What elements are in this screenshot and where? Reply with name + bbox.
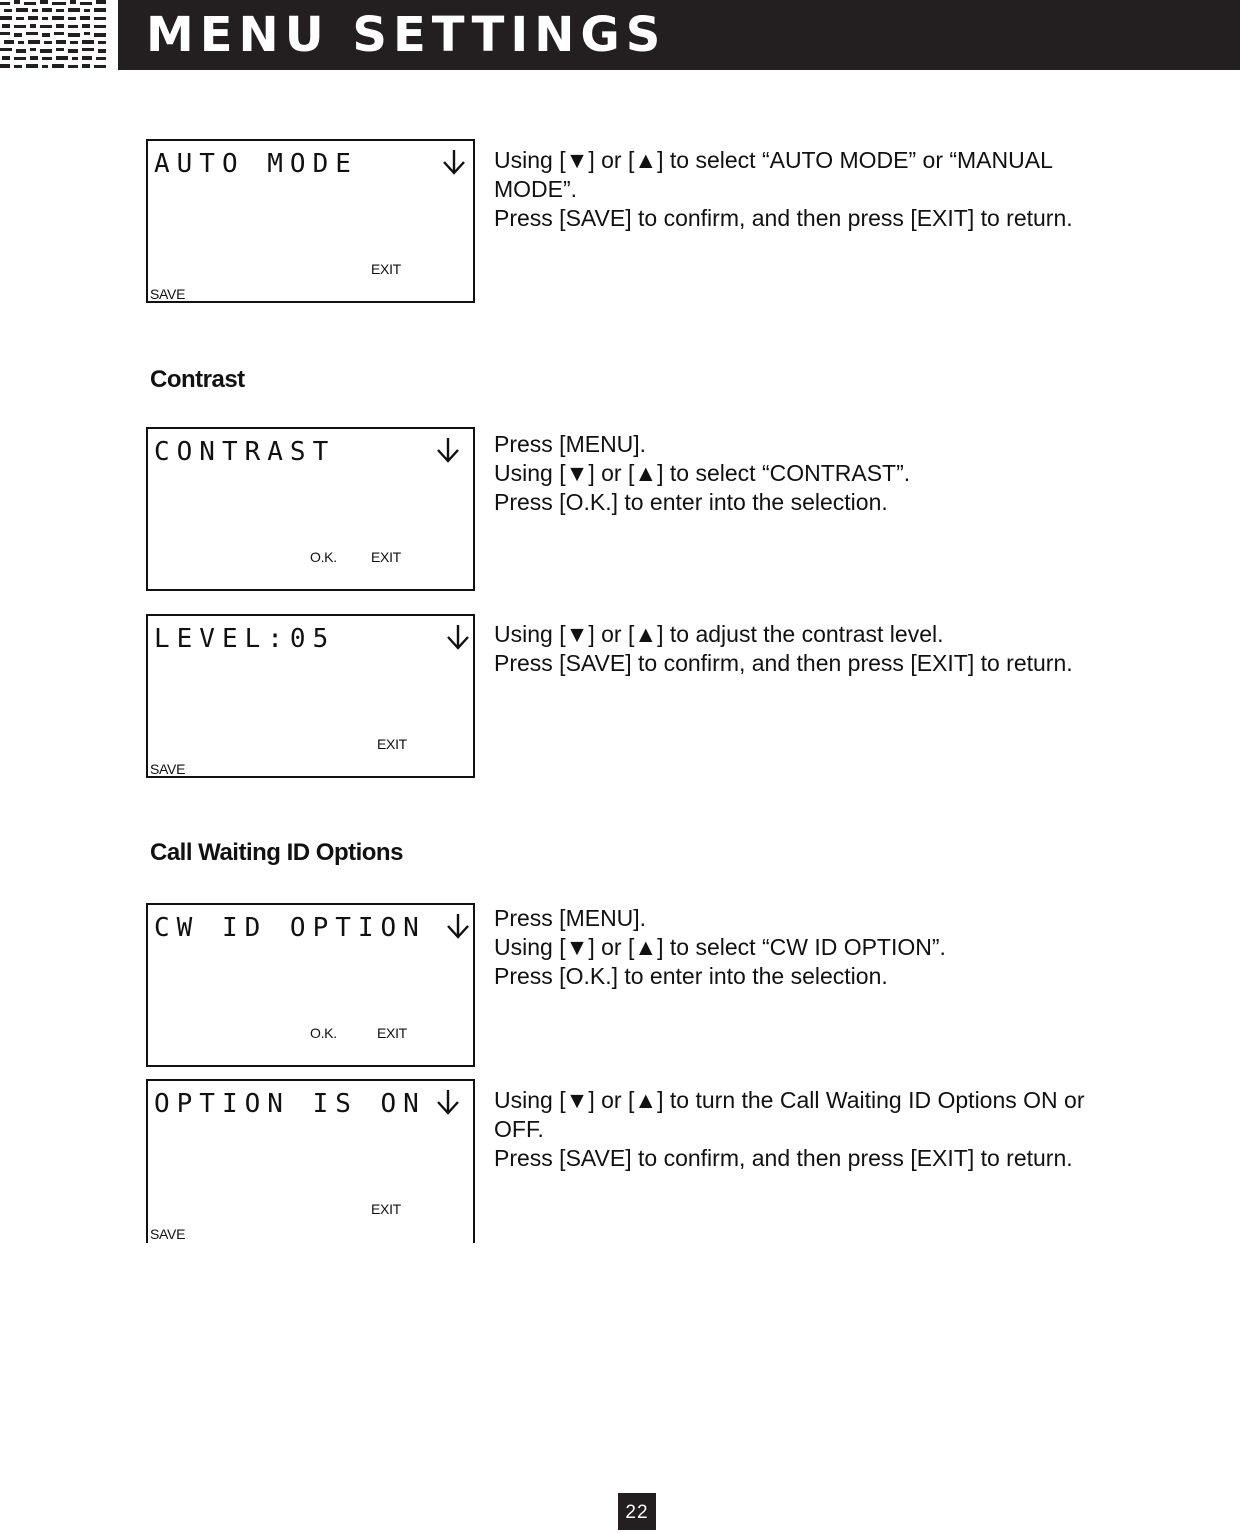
save-key-label: SAVE <box>150 761 186 777</box>
logo-pattern <box>0 0 112 70</box>
lcd-screen-auto-mode <box>146 139 475 303</box>
description-line: Press [SAVE] to confirm, and then press [EXIT] to return. <box>494 1145 1073 1171</box>
description-contrast <box>494 430 1114 517</box>
description-line: Press [SAVE] to confirm, and then press [EXIT] to return. <box>494 650 1073 676</box>
ok-key-label: O.K. <box>310 1025 337 1041</box>
ok-key-label: O.K. <box>310 549 337 565</box>
header-bar <box>118 0 1240 70</box>
description-line: Press [SAVE] to confirm, and then press [EXIT] to return. <box>494 205 1073 231</box>
down-arrow-icon <box>445 911 471 941</box>
lcd-screen-option-is-on <box>146 1079 475 1243</box>
lcd-display-text: LEVEL:05 <box>154 624 336 654</box>
description-line: Using [▼] or [▲] to select “CW ID OPTION”. <box>494 934 946 960</box>
exit-key-label: EXIT <box>377 736 407 752</box>
save-key-label: SAVE <box>150 1226 186 1242</box>
description-line: Using [▼] or [▲] to turn the Call Waiting ID Options ON or OFF. <box>494 1087 1085 1142</box>
down-arrow-icon <box>435 1087 461 1117</box>
section-title-contrast: Contrast <box>150 366 245 393</box>
page-title: MENU SETTINGS <box>146 7 667 63</box>
exit-key-label: EXIT <box>371 1201 401 1217</box>
description-line: Press [MENU]. <box>494 431 647 457</box>
lcd-display-text: CW ID OPTION <box>154 913 426 943</box>
exit-key-label: EXIT <box>371 261 401 277</box>
description-auto-mode <box>494 146 1114 233</box>
description-line: Using [▼] or [▲] to select “AUTO MODE” or “MANUAL MODE”. <box>494 147 1053 202</box>
lcd-screen-level <box>146 614 475 778</box>
lcd-display-text: CONTRAST <box>154 437 336 467</box>
description-line: Using [▼] or [▲] to adjust the contrast level. <box>494 621 944 647</box>
section-title-call-waiting-id: Call Waiting ID Options <box>150 839 403 866</box>
lcd-display-text: AUTO MODE <box>154 149 358 179</box>
exit-key-label: EXIT <box>377 1025 407 1041</box>
description-cw-id-option <box>494 904 1114 991</box>
description-option-is-on <box>494 1086 1114 1173</box>
lcd-display-text: OPTION IS ON <box>154 1089 426 1119</box>
description-line: Press [O.K.] to enter into the selection. <box>494 963 888 989</box>
lcd-screen-cw-id-option <box>146 903 475 1067</box>
description-line: Using [▼] or [▲] to select “CONTRAST”. <box>494 460 911 486</box>
down-arrow-icon <box>445 622 471 652</box>
save-key-label: SAVE <box>150 286 186 302</box>
down-arrow-icon <box>435 435 461 465</box>
page-number: 22 <box>618 1493 656 1530</box>
description-level <box>494 620 1114 678</box>
exit-key-label: EXIT <box>371 549 401 565</box>
down-arrow-icon <box>441 147 467 177</box>
lcd-screen-contrast <box>146 427 475 591</box>
description-line: Press [MENU]. <box>494 905 647 931</box>
description-line: Press [O.K.] to enter into the selection. <box>494 489 888 515</box>
